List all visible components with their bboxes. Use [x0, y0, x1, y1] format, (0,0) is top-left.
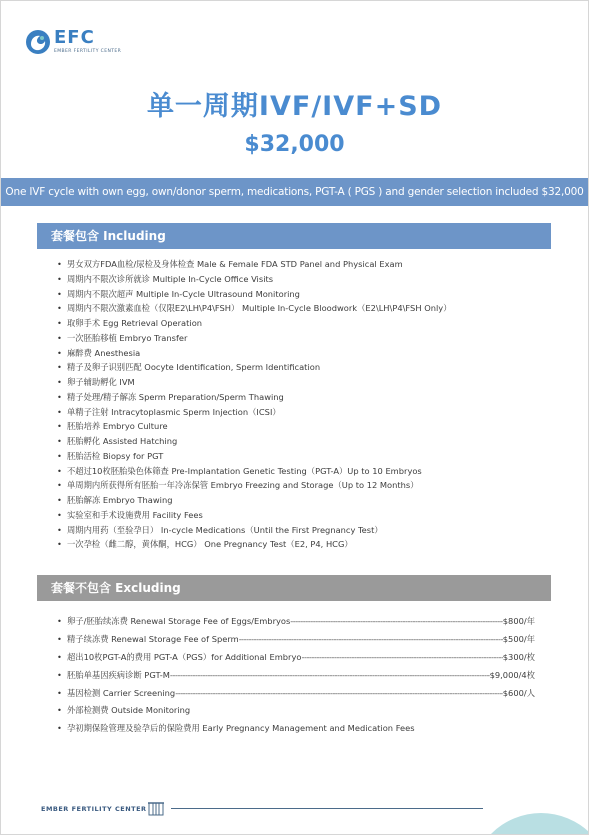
bullet-icon: •: [57, 651, 62, 662]
fee-item: [57, 702, 535, 720]
list-item: • 胚胎解冻 Embryo Thawing: [57, 493, 452, 508]
fee-item-label: 超出10枚PGT-A的费用 PGT-A（PGS）for Additional Embryo: [67, 651, 302, 662]
excluding-header-label: 套餐不包含 Excluding: [51, 581, 181, 595]
fee-amount: $300/枚: [502, 651, 535, 662]
bullet-icon: •: [57, 273, 62, 284]
list-item: • 单精子注射 Intracytoplasmic Sperm Injection（ICSI）: [57, 405, 452, 420]
bullet-icon: •: [57, 616, 62, 626]
bullet-icon: •: [57, 450, 62, 461]
package-title: 单一周期IVF/IVF+SD: [146, 91, 443, 122]
list-item: • 周期内不限次诊所就诊 Multiple In-Cycle Office Visits: [57, 272, 452, 287]
fee-item: [57, 649, 535, 667]
footer-brand: EMBER FERTILITY CENTER: [41, 805, 147, 813]
bullet-icon: •: [57, 687, 62, 698]
dotted-leader: [170, 667, 490, 685]
list-item: • 周期内用药（至验孕日） In-cycle Medications（Until the First Pregnancy Test）: [57, 523, 452, 538]
bullet-icon: •: [57, 705, 62, 716]
list-item: • 精子处理/精子解冻 Sperm Preparation/Sperm Thawing: [57, 390, 452, 405]
bullet-icon: •: [57, 362, 62, 373]
list-item: • 周期内不限次超声 Multiple In-Cycle Ultrasound Monitoring: [57, 287, 452, 302]
fee-item: [57, 720, 535, 738]
including-list: [57, 257, 452, 552]
including-header: [37, 223, 551, 249]
footer-decorative-arc: [471, 813, 589, 835]
list-item: • 麻醉费 Anesthesia: [57, 346, 452, 361]
including-header-label: 套餐包含 Including: [51, 229, 166, 243]
bullet-icon: •: [57, 539, 62, 550]
excluding-list: [57, 613, 535, 738]
fee-amount: $800/年: [502, 616, 535, 626]
excluding-header: [37, 575, 551, 601]
dotted-leader: [239, 631, 503, 649]
list-item: • 一次胚胎移植 Embryo Transfer: [57, 331, 452, 346]
bullet-icon: •: [57, 406, 62, 417]
bullet-icon: •: [57, 723, 62, 734]
package-summary-banner: One IVF cycle with own egg, own/donor sperm, medications, PGT-A ( PGS ) and gender selection included $32,000: [1, 178, 588, 206]
bullet-icon: •: [57, 633, 62, 644]
bullet-icon: •: [57, 524, 62, 535]
list-item: • 胚胎活检 Biopsy for PGT: [57, 449, 452, 464]
fee-item-label: 胚胎单基因疾病诊断 PGT-M: [67, 669, 170, 680]
dotted-leader: [301, 649, 502, 667]
bullet-icon: •: [57, 495, 62, 505]
fee-item-label: 孕初期保险管理及验孕后的保险费用 Early Pregnancy Management and Medication Fees: [67, 723, 415, 734]
list-item: • 男女双方FDA血检/尿检及身体检查 Male & Female FDA STD Panel and Physical Exam: [57, 257, 452, 272]
bullet-icon: •: [57, 669, 62, 680]
package-price: $32,000: [244, 132, 345, 157]
bullet-icon: •: [57, 480, 62, 491]
dotted-leader: [290, 613, 502, 631]
logo-subtitle: EMBER FERTILITY CENTER: [54, 49, 122, 54]
list-item: • 实验室和手术设施费用 Facility Fees: [57, 508, 452, 523]
bullet-icon: •: [57, 465, 62, 476]
fee-item: [57, 613, 535, 631]
fee-item-label: 卵子/胚胎续冻费 Renewal Storage Fee of Eggs/Embryos: [67, 616, 291, 626]
bullet-icon: •: [57, 377, 62, 387]
bullet-icon: •: [57, 421, 62, 432]
fee-item-label: 外部检测费 Outside Monitoring: [67, 705, 191, 716]
fee-item: [57, 631, 535, 649]
list-item: • 精子及卵子识别匹配 Oocyte Identification, Sperm Identification: [57, 360, 452, 375]
fee-item-label: 基因检测 Carrier Screening: [67, 687, 176, 698]
dotted-leader: [175, 685, 503, 703]
list-item: • 卵子辅助孵化 IVM: [57, 375, 452, 390]
bullet-icon: •: [57, 509, 62, 520]
logo-wordmark: EFC: [54, 27, 95, 48]
list-item: • 一次孕检（雌二醇，黄体酮，HCG） One Pregnancy Test（E2, P4, HCG）: [57, 537, 452, 552]
list-item: • 胚胎培养 Embryo Culture: [57, 419, 452, 434]
efc-logo: [25, 29, 121, 55]
bullet-icon: •: [57, 259, 62, 269]
fee-amount: $9,000/4枚: [489, 669, 535, 680]
fee-item: [57, 685, 535, 703]
bullet-icon: •: [57, 347, 62, 358]
bullet-icon: •: [57, 303, 62, 314]
list-item: • 周期内不限次激素血检（仅限E2\LH\P4\FSH） Multiple In-Cycle Bloodwork（E2\LH\P4\FSH Only）: [57, 301, 452, 316]
fee-amount: $500/年: [502, 633, 535, 644]
footer-divider: [171, 808, 483, 809]
list-item: • 胚胎孵化 Assisted Hatching: [57, 434, 452, 449]
bullet-icon: •: [57, 318, 62, 328]
bullet-icon: •: [57, 332, 62, 343]
building-icon: [147, 800, 165, 816]
fee-item: [57, 667, 535, 685]
fee-item-label: 精子续冻费 Renewal Storage Fee of Sperm: [67, 633, 239, 644]
bullet-icon: •: [57, 391, 62, 402]
list-item: • 取卵手术 Egg Retrieval Operation: [57, 316, 452, 331]
list-item: • 不超过10枚胚胎染色体筛查 Pre-Implantation Genetic Testing（PGT-A）Up to 10 Embryos: [57, 464, 452, 479]
list-item: • 单周期内所获得所有胚胎一年冷冻保管 Embryo Freezing and Storage（Up to 12 Months）: [57, 478, 452, 493]
bullet-icon: •: [57, 288, 62, 299]
efc-logo-icon: [25, 29, 51, 55]
fee-amount: $600/人: [502, 687, 535, 698]
bullet-icon: •: [57, 436, 62, 446]
